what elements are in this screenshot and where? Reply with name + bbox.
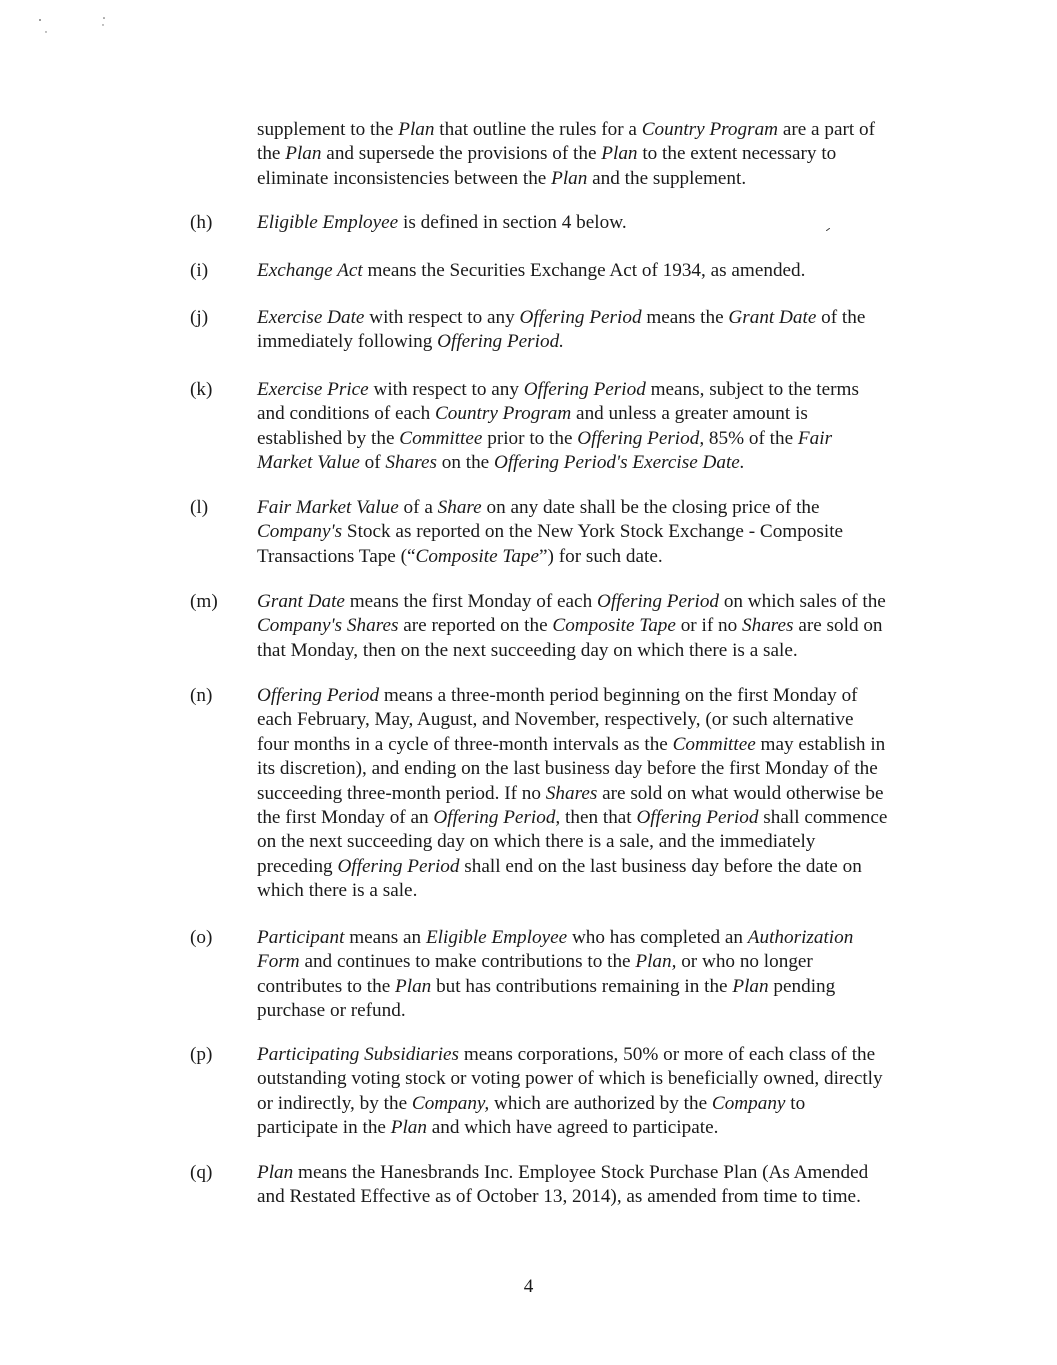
text-run: the: [257, 143, 286, 165]
text-run: four months in a cycle of three-month intervals as the: [257, 733, 673, 755]
text-run: and which have agreed to participate.: [426, 1117, 719, 1139]
text-line: [257, 306, 957, 330]
defined-term: Plan: [601, 143, 638, 165]
defined-term: Country Program: [641, 119, 779, 140]
text-line: [257, 259, 957, 283]
text-run: contributes to the: [257, 975, 396, 997]
text-line: [257, 451, 957, 475]
defined-term: Offering Period,: [433, 807, 561, 829]
defined-term: Plan: [398, 119, 435, 140]
text-run: which are authorized by the: [489, 1092, 712, 1114]
text-line: [257, 757, 957, 781]
text-run: each February, May, August, and November, respectively, (or such alternative: [257, 709, 854, 731]
defined-term: Exchange Act: [257, 260, 363, 281]
item-body: [257, 1043, 957, 1141]
text-line: [257, 142, 957, 166]
text-run: ”) for such date.: [539, 545, 663, 567]
defined-term: Shares: [385, 452, 437, 474]
defined-term: Company's: [257, 521, 343, 543]
text-run: of: [359, 452, 386, 474]
text-line: [257, 806, 957, 830]
text-line: [257, 520, 957, 544]
defined-term: Fair: [797, 427, 833, 449]
defined-term: Plan: [551, 167, 588, 189]
text-line: [257, 879, 957, 903]
text-line: [257, 950, 957, 974]
text-line: [257, 1185, 957, 1209]
defined-term: Exercise Price: [257, 379, 369, 400]
text-run: means the: [641, 307, 729, 328]
text-line: [257, 378, 957, 402]
text-run: to: [785, 1092, 806, 1114]
text-run: or who no longer: [676, 951, 813, 973]
defined-term: Eligible Employee: [425, 927, 568, 948]
text-line: [257, 830, 957, 854]
text-run: with respect to any: [364, 307, 520, 328]
text-line: [257, 402, 957, 426]
defined-term: Participating Subsidiaries: [257, 1044, 460, 1065]
page-number: 4: [523, 1276, 534, 1297]
item-label: (i): [190, 260, 209, 281]
text-run: but has contributions remaining in the: [431, 975, 733, 997]
defined-term: Country Program: [434, 403, 572, 425]
item-label: (m): [190, 591, 218, 612]
defined-term: Plan: [395, 975, 432, 997]
defined-term: Offering Period: [337, 855, 460, 877]
defined-term: Offering Period: [519, 307, 642, 328]
defined-term: Shares: [545, 782, 598, 804]
text-run: to the extent necessary to: [637, 143, 837, 165]
text-run: with respect to any: [368, 379, 524, 400]
text-run: means the Securities Exchange Act of 1934, as amended.: [362, 260, 806, 281]
text-run: and supersede the provisions of the: [321, 143, 602, 165]
defined-term: Offering Period.: [437, 331, 564, 353]
text-line: [257, 782, 957, 806]
text-run: on any date shall be the closing price of the: [481, 497, 820, 518]
item-label: (n): [190, 685, 213, 706]
text-line: [257, 708, 957, 732]
defined-term: Grant Date: [257, 591, 345, 612]
text-run: who has completed an: [567, 927, 748, 948]
item-body: [257, 926, 957, 1024]
defined-term: Offering Period's Exercise Date.: [493, 452, 745, 474]
text-line: [257, 855, 957, 879]
item-body: [257, 259, 957, 283]
text-line: [257, 427, 957, 451]
text-run: on the next succeeding day on which there is a sale, and the immediately: [257, 831, 816, 853]
item-label: (j): [190, 307, 209, 328]
item-body: [257, 496, 957, 569]
text-run: are reported on the: [398, 615, 553, 637]
text-run: and the supplement.: [587, 167, 747, 189]
text-run: outstanding voting stock or voting power of which is beneficially owned, directly: [257, 1068, 883, 1090]
defined-term: Exercise Date: [257, 307, 365, 328]
item-label: (q): [190, 1162, 213, 1183]
text-run: established by the: [257, 427, 400, 449]
text-line: [257, 975, 957, 999]
defined-term: Composite Tape: [415, 545, 540, 567]
text-run: the first Monday of an: [257, 807, 434, 829]
defined-term: Offering Period,: [577, 427, 705, 449]
text-run: and unless a greater amount is: [571, 403, 808, 425]
text-line: [257, 1092, 957, 1116]
defined-term: Market Value: [257, 452, 360, 474]
scan-mark: [826, 228, 830, 231]
text-run: pending: [768, 975, 836, 997]
text-line: [257, 614, 957, 638]
text-run: succeeding three-month period. If no: [257, 782, 546, 804]
text-line: [257, 639, 957, 663]
text-run: eliminate inconsistencies between the: [257, 167, 552, 189]
text-line: [257, 496, 957, 520]
text-run: immediately following: [257, 331, 438, 353]
item-body: [257, 211, 957, 235]
defined-term: Participant: [257, 927, 345, 948]
text-run: preceding: [257, 855, 338, 877]
text-run: of the: [816, 307, 866, 328]
item-body: [257, 306, 957, 355]
text-line: [257, 330, 957, 354]
defined-term: Composite Tape: [552, 615, 676, 637]
text-run: means, subject to the terms: [645, 379, 859, 400]
item-body: [257, 1161, 957, 1210]
text-run: prior to the: [482, 427, 578, 449]
item-label: (h): [190, 212, 213, 233]
item-label: (o): [190, 927, 213, 948]
text-run: on which sales of the: [719, 591, 886, 612]
text-run: or indirectly, by the: [257, 1092, 412, 1114]
text-line: [257, 167, 957, 191]
text-line: [257, 684, 957, 708]
text-run: are sold on what would otherwise be: [597, 782, 884, 804]
text-line: [257, 1116, 957, 1140]
text-line: [257, 1067, 957, 1091]
item-label: (k): [190, 379, 213, 400]
item-label: (l): [190, 497, 209, 518]
text-run: supplement to the: [257, 119, 399, 140]
text-run: purchase or refund.: [257, 1000, 406, 1022]
defined-term: Eligible Employee: [257, 212, 399, 233]
defined-term: Shares: [742, 615, 794, 637]
text-line: [257, 211, 957, 235]
text-run: means an: [344, 927, 426, 948]
text-run: or if no: [675, 615, 742, 637]
text-line: [257, 1043, 957, 1067]
text-line: [257, 926, 957, 950]
defined-term: Offering Period: [636, 807, 759, 829]
text-line: [257, 545, 957, 569]
text-run: may establish in: [755, 733, 886, 755]
item-body: [257, 590, 957, 663]
text-run: means the first Monday of each: [344, 591, 597, 612]
text-line: [257, 590, 957, 614]
defined-term: Plan: [285, 143, 322, 165]
text-run: its discretion), and ending on the last business day before the first Monday of the: [257, 758, 878, 780]
text-run: Stock as reported on the New York Stock Exchange - Composite: [342, 521, 844, 543]
scan-specks: [36, 14, 116, 44]
text-line: [257, 733, 957, 757]
defined-term: Committee: [399, 427, 483, 449]
defined-term: Authorization: [747, 927, 854, 948]
defined-term: Grant Date: [728, 307, 817, 328]
text-run: which there is a sale.: [257, 880, 418, 902]
text-run: that outline the rules for a: [434, 119, 642, 140]
item-body: [257, 378, 957, 476]
defined-term: Offering Period: [596, 591, 720, 612]
text-run: and Restated Effective as of October 13, 2014), as amended from time to time.: [257, 1186, 861, 1208]
text-line: [257, 118, 957, 142]
defined-term: Committee: [672, 733, 756, 755]
text-run: on the: [436, 452, 494, 474]
defined-term: Plan,: [635, 951, 677, 973]
text-line: [257, 999, 957, 1023]
text-run: are a part of: [778, 119, 875, 140]
defined-term: Share: [437, 497, 482, 518]
defined-term: Company's Shares: [257, 615, 399, 637]
defined-term: Offering Period: [257, 685, 380, 706]
item-label: (p): [190, 1044, 213, 1065]
text-run: shall commence: [758, 807, 888, 829]
defined-term: Fair Market Value: [257, 497, 399, 518]
defined-term: Plan: [257, 1162, 294, 1183]
text-run: Transactions Tape (“: [257, 545, 416, 567]
defined-term: Form: [257, 951, 300, 973]
text-run: are sold on: [793, 615, 883, 637]
text-run: and continues to make contributions to the: [299, 951, 636, 973]
continuation-paragraph: [257, 118, 957, 191]
defined-term: Offering Period: [523, 379, 646, 400]
text-run: then that: [560, 807, 637, 829]
text-run: that Monday, then on the next succeeding day on which there is a sale.: [257, 639, 798, 661]
defined-term: Company: [711, 1092, 786, 1114]
text-run: means the Hanesbrands Inc. Employee Stock Purchase Plan (As Amended: [293, 1162, 869, 1183]
defined-term: Plan: [732, 975, 769, 997]
text-run: of a: [398, 497, 438, 518]
text-run: means a three-month period beginning on the first Monday of: [379, 685, 858, 706]
text-run: participate in the: [257, 1117, 391, 1139]
text-run: is defined in section 4 below.: [398, 212, 627, 233]
text-run: and conditions of each: [257, 403, 435, 425]
text-run: shall end on the last business day before the date on: [459, 855, 862, 877]
text-run: means corporations, 50% or more of each class of the: [459, 1044, 876, 1065]
item-body: [257, 684, 957, 904]
defined-term: Plan: [390, 1117, 427, 1139]
defined-term: Company,: [411, 1092, 490, 1114]
text-run: 85% of the: [704, 427, 798, 449]
text-line: [257, 1161, 957, 1185]
